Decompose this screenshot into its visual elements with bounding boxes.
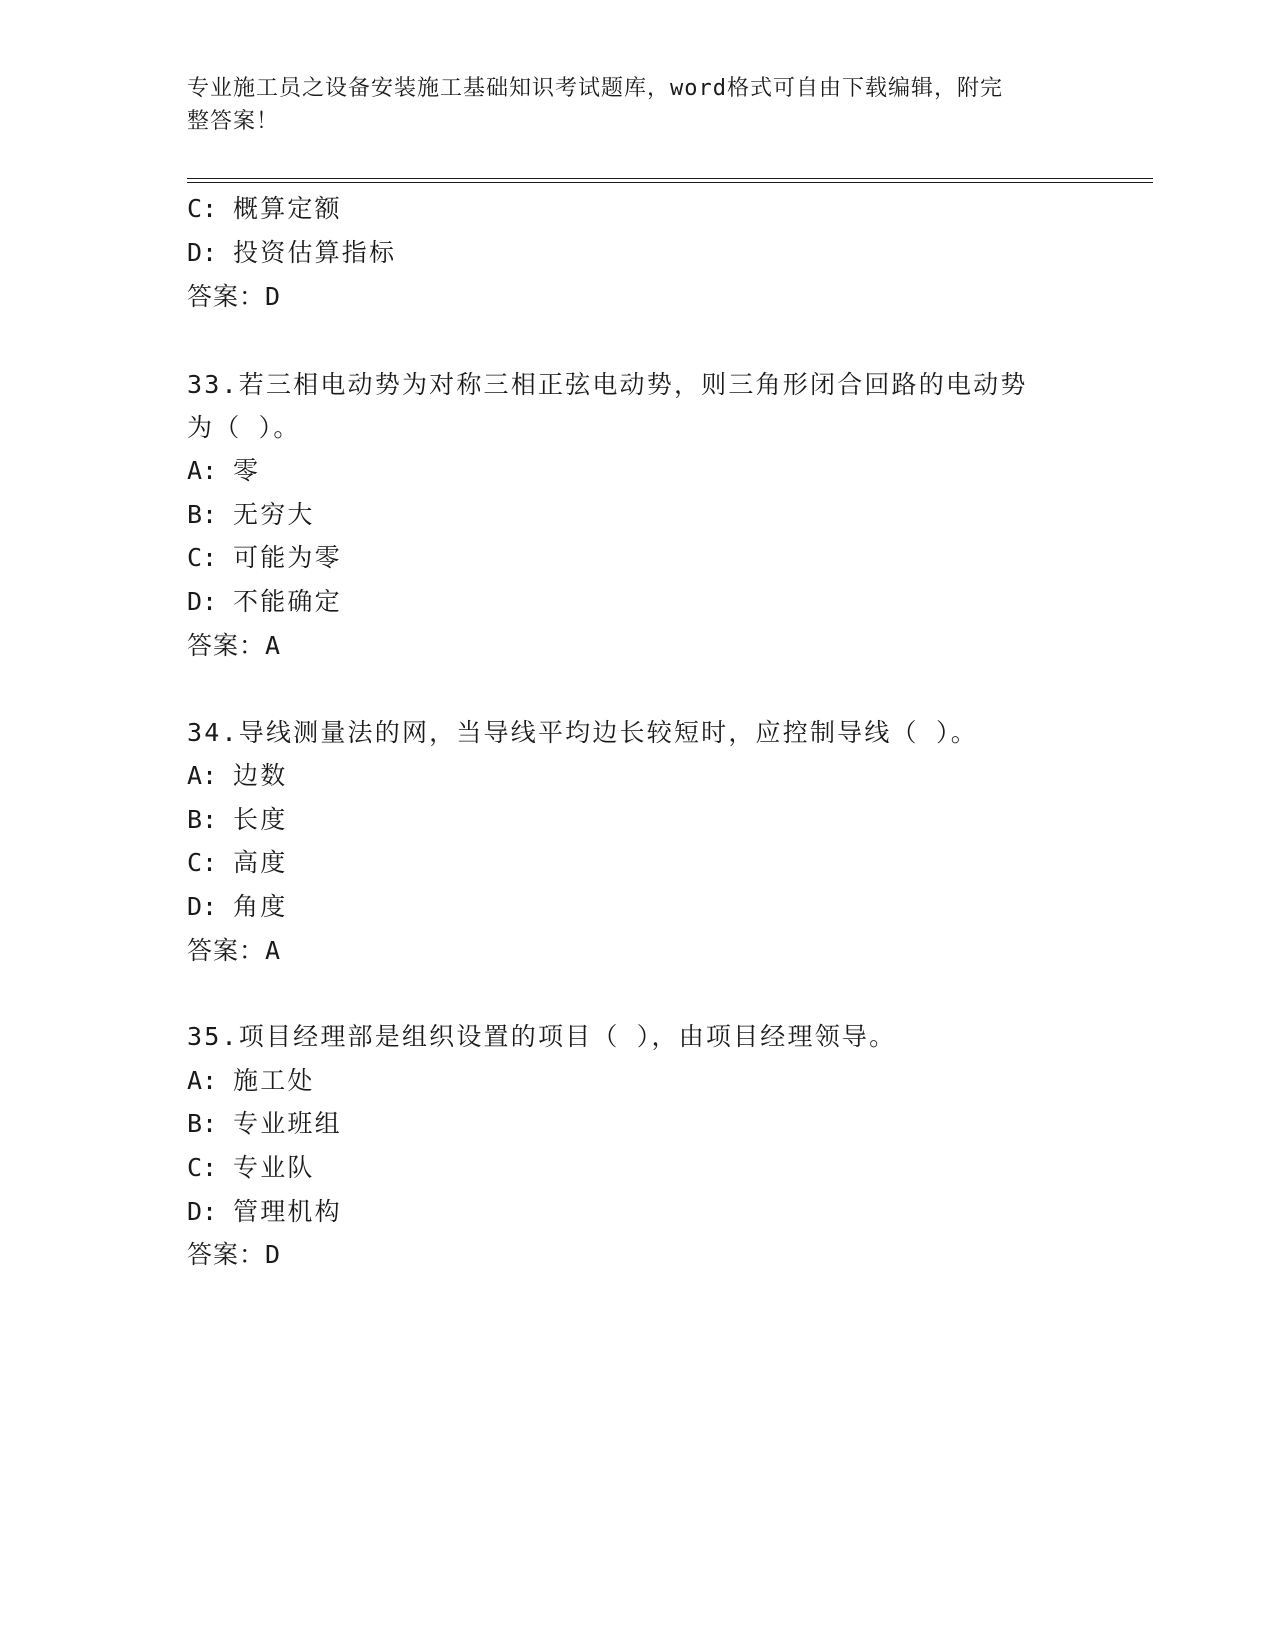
option-text: 长度 [233,805,288,834]
option-text: 专业班组 [233,1109,342,1138]
answer-label: 答案： [187,631,266,660]
q34-option-c [187,848,287,878]
q32-option-d [187,238,396,268]
q33-option-d [187,587,342,617]
q33-option-a [187,456,260,486]
header-line-2: 整答案！ [187,109,280,134]
option-label: B: [187,500,218,529]
option-text: 管理机构 [233,1197,342,1226]
q35-option-c [187,1153,315,1183]
option-label: A: [187,1066,218,1095]
option-label: C: [187,848,218,877]
answer-value: D [265,1240,282,1269]
answer-value: D [265,282,282,311]
header-rule-top [187,178,1153,179]
option-text: 投资估算指标 [233,238,397,267]
q35-option-a [187,1066,315,1096]
answer-value: A [265,631,282,660]
option-label: D: [187,587,218,616]
q35-option-d [187,1197,342,1227]
option-text: 可能为零 [233,543,342,572]
q34-option-a [187,761,287,791]
answer-label: 答案： [187,282,266,311]
q33-question-line-2: 为（ ）。 [187,413,301,442]
option-label: C: [187,543,218,572]
header-line-1: 专业施工员之设备安装施工基础知识考试题库，word格式可自由下载编辑，附完 [187,76,1003,101]
document-header [187,72,1067,138]
option-text: 角度 [233,892,288,921]
option-label: A: [187,761,218,790]
option-label: B: [187,1109,218,1138]
option-text: 专业队 [233,1153,315,1182]
q33-option-c [187,543,342,573]
option-text: 无穷大 [233,500,315,529]
q33-option-b [187,500,315,530]
q35-question-line-1: 35.项目经理部是组织设置的项目（ ），由项目经理领导。 [187,1022,897,1051]
option-label: B: [187,805,218,834]
answer-label: 答案： [187,936,266,965]
option-text: 零 [233,456,261,485]
q34-option-d [187,892,287,922]
q35-option-b [187,1109,342,1139]
option-text: 边数 [233,761,288,790]
option-label: C: [187,1153,218,1182]
answer-value: A [265,936,282,965]
option-label: D: [187,1197,218,1226]
option-text: 施工处 [233,1066,315,1095]
q34-question-line-1: 34.导线测量法的网，当导线平均边长较短时，应控制导线（ ）。 [187,718,978,747]
option-label: C: [187,194,218,223]
option-text: 高度 [233,848,288,877]
header-rule-bottom [187,182,1153,183]
option-label: A: [187,456,218,485]
q32-answer [187,282,281,312]
option-label: D: [187,892,218,921]
answer-label: 答案： [187,1240,266,1269]
option-text: 不能确定 [233,587,342,616]
option-label: D: [187,238,218,267]
q32-option-c [187,194,342,224]
q35-answer [187,1240,281,1270]
q33-answer [187,631,281,661]
q33-question-line-1: 33.若三相电动势为对称三相正弦电动势，则三角形闭合回路的电动势 [187,370,1028,399]
q34-answer [187,936,281,966]
option-text: 概算定额 [233,194,342,223]
q34-option-b [187,805,287,835]
